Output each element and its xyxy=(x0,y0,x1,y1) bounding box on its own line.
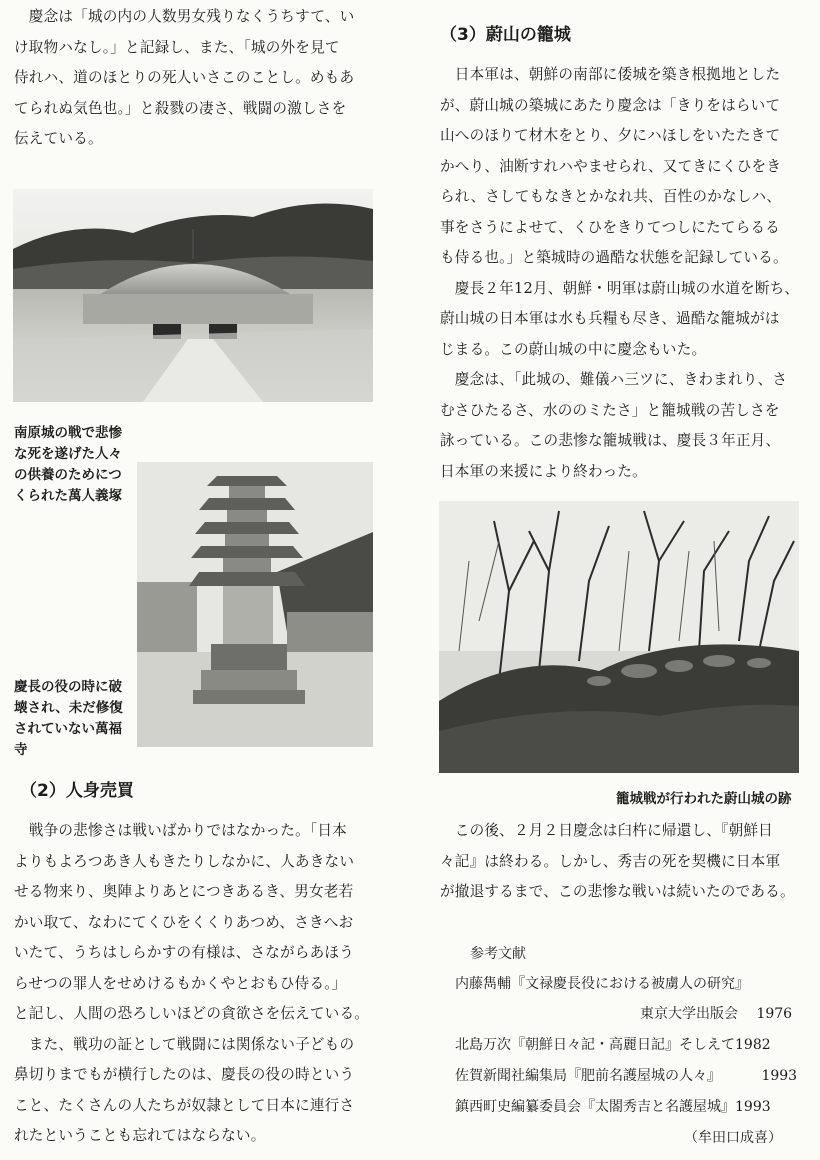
tomb-image xyxy=(13,189,373,402)
text-line: 慶長２年12月、朝鮮・明軍は蔚山城の水道を断ち、 xyxy=(440,279,800,297)
text-line: また、戦功の証として戦闘には関係ない子どもの xyxy=(14,1035,355,1053)
tomb-photo xyxy=(13,189,373,402)
text-line: せる物来り、奥陣よりあとにつきあるき、男女老若 xyxy=(14,883,354,900)
text-line: いたて、うちはしらかすの有様は、さながらあほう xyxy=(14,944,354,961)
text-line: 日本軍の来援により終わった。 xyxy=(440,462,647,480)
text-line: 慶念は、「此城の、難儀ハ三ツに、きわまれり、さ xyxy=(440,371,788,388)
text-line: が撤退するまで、この悲惨な戦いは続いたのである。 xyxy=(440,883,795,900)
text-line: てられぬ気色也。」と殺戮の凄さ、戦闘の激しさを xyxy=(14,99,347,117)
pagoda-caption: 慶長の役の時に破 壊され、未だ修復 されていない萬福 寺 xyxy=(14,679,123,758)
text-line: らせつの罪人をせめけるもかくやとおもひ侍る。」 xyxy=(14,974,347,992)
reference-item: 北島万次『朝鮮日々記・高麗日記』そしえて1982 xyxy=(455,1037,771,1053)
reference-item: 内藤雋輔『文禄慶長役における被虜人の研究』 xyxy=(455,976,749,992)
section2-heading: （2）人身売買 xyxy=(20,781,134,801)
castle-ruins-image xyxy=(439,501,799,773)
text-line: も侍る也。」と築城時の過酷な状態を記録している。 xyxy=(440,249,788,266)
text-line: 詠っている。この悲惨な籠城戦は、慶長３年正月、 xyxy=(440,432,781,449)
text-line: 事をさうによせて、くひをきりてつしにたてらるる xyxy=(440,218,780,236)
pagoda-image xyxy=(137,462,373,747)
reference-publisher: 東京大学出版会 1976 xyxy=(640,1006,793,1022)
author-credit: （牟田口成喜） xyxy=(684,1130,782,1146)
text-line: 日本軍は、朝鮮の南部に倭城を築き根拠地とした xyxy=(440,66,781,83)
castle-ruins-photo xyxy=(439,501,799,773)
castle-ruins-caption: 籠城戦が行われた蔚山城の跡 xyxy=(616,791,792,807)
text-line: 侍れハ、道のほとりの死人いさこのことし。めもあ xyxy=(14,69,355,86)
text-line: じまる。この蔚山城の中に慶念もいた。 xyxy=(440,340,707,358)
text-line: 山へのほりて材木をとり、夕にハほしをいたたきて xyxy=(440,127,781,144)
text-line: け取物ハなし。」と記録し、また、「城の外を見て xyxy=(14,38,340,56)
references-title: 参考文献 xyxy=(470,946,526,962)
ending-paragraph xyxy=(440,816,812,908)
reference-item: 鎮西町史編纂委員会『太閤秀吉と名護屋城』1993 xyxy=(455,1099,771,1115)
tomb-caption: 南原城の戦で悲惨 な死を遂げた人々 の供養のためにつ くられた萬人義塚 xyxy=(14,425,122,504)
text-line: こと、たくさんの人たちが奴隷として日本に連行さ xyxy=(14,1096,355,1114)
text-line: かへり、油断すれハやませられ、又てきにくひをき xyxy=(440,157,782,175)
section3-heading: （3）蔚山の籠城 xyxy=(440,25,571,45)
text-line: よりもよろつあき人もきたりしなかに、人あきない xyxy=(14,852,355,870)
text-line: 伝えている。 xyxy=(14,130,103,147)
text-line: 戦争の悲惨さは戦いばかりではなかった。「日本 xyxy=(14,822,347,839)
text-line: むさひたるさ、水ののミたさ」と籠城戦の苦しさを xyxy=(440,401,780,419)
text-line: と記し、人間の恐ろしいほどの貪欲さを伝えている。 xyxy=(14,1005,370,1022)
intro-paragraph xyxy=(14,2,384,155)
reference-item: 佐賀新聞社編集局『肥前名護屋城の人々』 1993 xyxy=(455,1068,798,1084)
pagoda-photo xyxy=(137,462,373,747)
section3-paragraph xyxy=(440,60,812,487)
text-line: られ、さしてもなきとかなれ共、百性のかなしハ、 xyxy=(440,188,782,205)
text-line: かい取て、なわにてくひをくくりあつめ、さきへお xyxy=(14,913,354,931)
text-line: 蔚山城の日本軍は水も兵糧も尽き、過酷な籠城がは xyxy=(440,310,780,327)
section2-paragraph xyxy=(14,816,386,1152)
text-line: が、蔚山城の築城にあたり慶念は「きりをはらいて xyxy=(440,96,781,114)
text-line: 慶念は「城の内の人数男女残りなくうちすて、い xyxy=(14,8,355,25)
text-line: 鼻切りまでもが横行したのは、慶長の役の時という xyxy=(14,1066,355,1083)
text-line: この後、２月２日慶念は臼杵に帰還し、『朝鮮日 xyxy=(440,822,773,839)
text-line: 々記』は終わる。しかし、秀吉の死を契機に日本軍 xyxy=(440,852,781,870)
text-line: れたということも忘れてはならない。 xyxy=(14,1127,266,1144)
